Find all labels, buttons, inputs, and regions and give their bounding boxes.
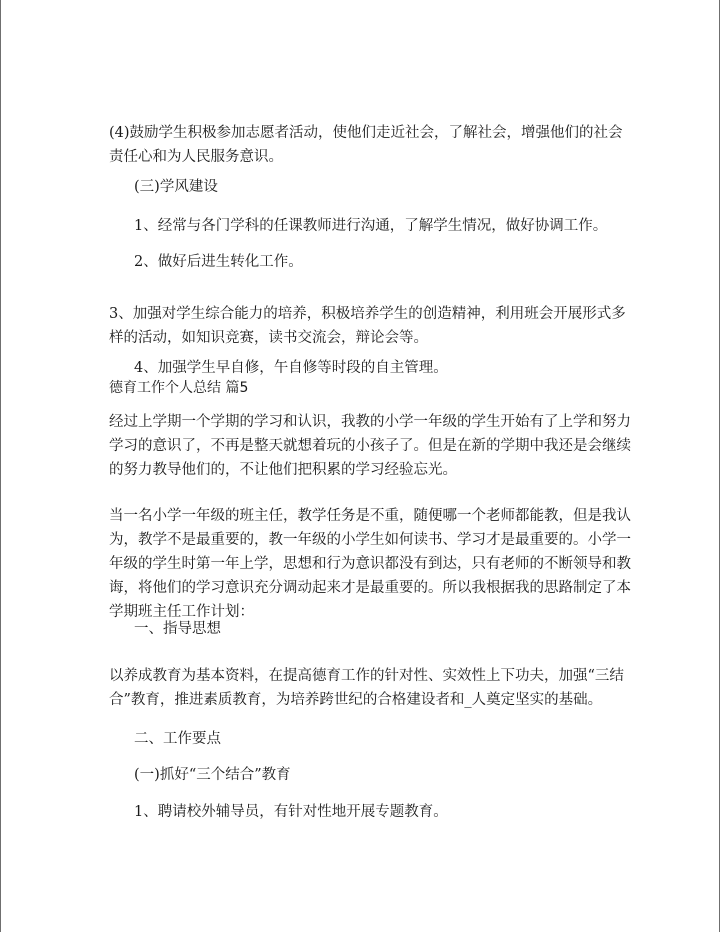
paragraph-moral-education xyxy=(109,664,624,712)
text-line: 2、做好后进生转化工作。 xyxy=(134,254,303,270)
text-line: 为，教学不是最重要的，教一年级的小学生如何读书、学习才是最重要的。小学一 xyxy=(109,532,631,548)
text-line: 样的活动，如知识竞赛，读书交流会，辩论会等。 xyxy=(109,330,428,346)
text-line: 学习的意识了，不再是整天就想着玩的小孩子了。但是在新的学期中我还是会继续 xyxy=(109,438,631,454)
paragraph-item-3 xyxy=(109,302,626,350)
section-heading-work-points xyxy=(134,727,221,751)
paragraph-volunteer xyxy=(109,121,623,169)
text-line: 一、指导思想 xyxy=(134,621,221,637)
paragraph-item-1 xyxy=(134,214,607,238)
text-line: 经过上学期一个学期的学习和认识，我教的小学一年级的学生开始有了上学和努力 xyxy=(109,414,631,430)
subsection-heading-three-combinations xyxy=(134,763,291,787)
text-line: 合”教育，推进素质教育，为培养跨世纪的合格建设者和_人奠定坚实的基础。 xyxy=(109,692,603,708)
text-line: (一)抓好“三个结合”教育 xyxy=(134,767,291,783)
paragraph-item-2 xyxy=(134,250,303,274)
text-line: (三)学风建设 xyxy=(134,179,218,195)
text-line: 学期班主任工作计划： xyxy=(109,604,254,620)
text-line: 1、经常与各门学科的任课教师进行沟通，了解学生情况，做好协调工作。 xyxy=(134,218,608,234)
text-line: 以养成教育为基本资料，在提高德育工作的针对性、实效性上下功夫，加强“三结 xyxy=(109,668,624,684)
article-title xyxy=(109,376,248,400)
section-heading-guiding-thought xyxy=(134,617,221,641)
text-line: 1、聘请校外辅导员，有针对性地开展专题教育。 xyxy=(134,804,448,820)
text-line: 二、工作要点 xyxy=(134,731,221,747)
text-line: 的努力教导他们的，不让他们把积累的学习经验忘光。 xyxy=(109,462,457,478)
text-line: 年级的学生时第一年上学，思想和行为意识都没有到达，只有老师的不断领导和教 xyxy=(109,556,631,572)
text-line: (4)鼓励学生积极参加志愿者活动，使他们走近社会，了解社会，增强他们的社会 xyxy=(109,125,623,141)
paragraph-counselor xyxy=(134,800,448,824)
text-line: 3、加强对学生综合能力的培养，积极培养学生的创造精神，利用班会开展形式多 xyxy=(109,306,626,322)
section-heading-study-style xyxy=(134,175,218,199)
paragraph-teacher xyxy=(109,504,631,624)
text-line: 德育工作个人总结 篇5 xyxy=(109,380,249,396)
text-line: 当一名小学一年级的班主任，教学任务是不重，随便哪一个老师都能教，但是我认 xyxy=(109,508,631,524)
text-line: 责任心和为人民服务意识。 xyxy=(109,149,283,165)
paragraph-intro xyxy=(109,410,631,482)
text-line: 诲，将他们的学习意识充分调动起来才是最重要的。所以我根据我的思路制定了本 xyxy=(109,580,631,596)
text-line: 4、加强学生早自修，午自修等时段的自主管理。 xyxy=(134,360,448,376)
